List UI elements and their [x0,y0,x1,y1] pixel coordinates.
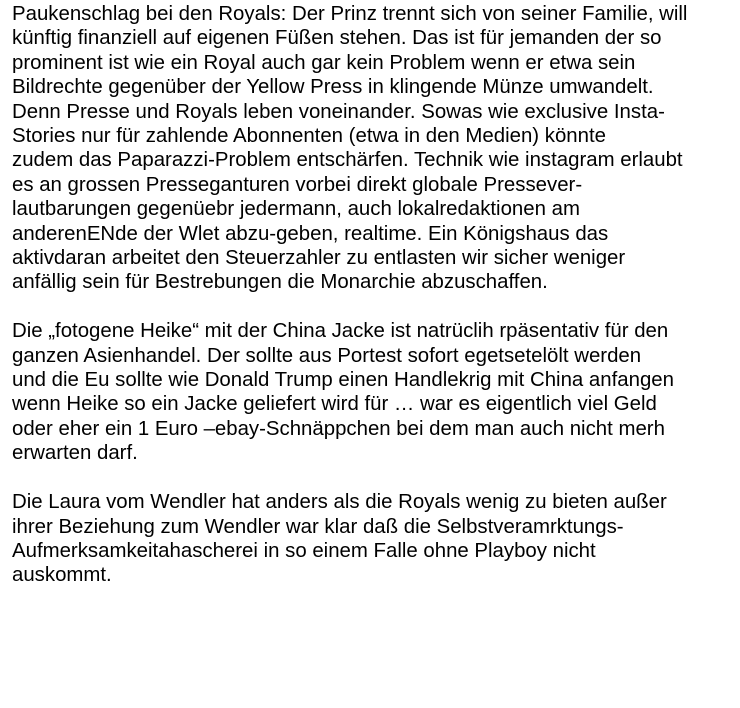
text-line: auskommt. [12,564,112,587]
paragraph-royals [12,2,734,295]
text-line: lautbarungen gegenüebr jedermann, auch lokalredaktionen am [12,198,580,221]
text-line: wenn Heike so ein Jacke geliefert wird für … war es eigentlich viel Geld [12,393,657,416]
paragraph-heike [12,319,734,465]
text-line: Die „fotogene Heike“ mit der China Jacke ist natrüclih rpäsentativ für den [12,320,669,343]
text-line: Paukenschlag bei den Royals: Der Prinz trennt sich von seiner Familie, will [12,3,688,25]
text-line: oder eher ein 1 Euro –ebay-Schnäppchen bei dem man auch nicht merh [12,417,665,440]
text-line: ihrer Beziehung zum Wendler war klar daß die Selbstveramrktungs- [12,515,624,538]
text-line: es an grossen Presseganturen vorbei direkt globale Pressever- [12,173,583,196]
text-line: Stories nur für zahlende Abonnenten (etwa in den Medien) könnte [12,125,606,148]
text-line: Die Laura vom Wendler hat anders als die Royals wenig zu bieten außer [12,491,667,514]
text-line: ganzen Asienhandel. Der sollte aus Portest sofort egetsetelölt werden [12,344,642,367]
text-line: Bildrechte gegenüber der Yellow Press in klingende Münze umwandelt. [12,76,654,99]
text-line: Aufmerksamkeitahascherei in so einem Falle ohne Playboy nicht [12,539,596,562]
text-line: zudem das Paparazzi-Problem entschärfen. Technik wie instagram erlaubt [12,149,683,172]
text-line: künftig finanziell auf eigenen Füßen stehen. Das ist für jemanden der so [12,27,662,50]
text-line: erwarten darf. [12,442,138,465]
text-line: aktivdaran arbeitet den Steuerzahler zu entlasten wir sicher weniger [12,247,626,270]
text-line: anderenENde der Wlet abzu-geben, realtime. Ein Königshaus das [12,222,609,245]
document-page [12,0,734,708]
paragraph-spacer [12,466,734,490]
text-line: und die Eu sollte wie Donald Trump einen Handlekrig mit China anfangen [12,369,674,392]
text-line: Denn Presse und Royals leben voneinander. Sowas wie exclusive Insta- [12,100,665,123]
paragraph-laura [12,490,734,588]
paragraph-spacer [12,295,734,319]
text-line: prominent ist wie ein Royal auch gar kein Problem wenn er etwa sein [12,51,636,74]
text-line: anfällig sein für Bestrebungen die Monarchie abzuschaffen. [12,271,548,294]
